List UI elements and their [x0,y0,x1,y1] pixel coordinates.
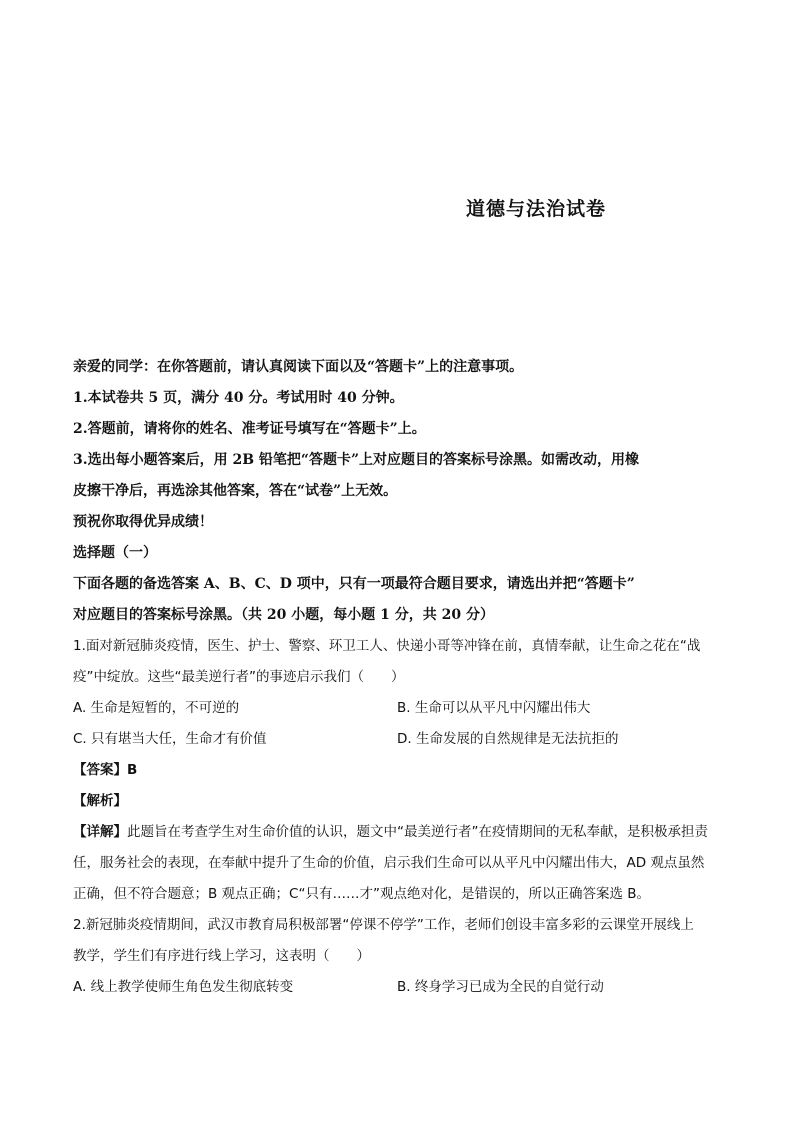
question-1-detail-line1 [73,817,733,848]
question-1-analysis-label: 【解析】 [73,793,127,809]
question-1-stem-line2: 疫”中绽放。这些“最美逆行者”的事迹启示我们（ ） [73,669,405,685]
section-heading: 选择题（一） [73,545,157,561]
question-1-options-row1 [73,693,733,724]
detail-label: 【详解】 [73,824,127,840]
question-1-option-b: B. 生命可以从平凡中闪耀出伟大 [397,700,591,716]
question-1-option-d: D. 生命发展的自然规律是无法抗拒的 [397,731,619,747]
question-1-detail-line2: 任，服务社会的表现，在奉献中提升了生命的价值，启示我们生命可以从平凡中闪耀出伟大，AD 观点虽然 [73,855,705,871]
notice-item-1: 1.本试卷共 5 页，满分 40 分。考试用时 40 分钟。 [73,390,404,406]
section-instruction-line1: 下面各题的备选答案 A、B、C、D 项中，只有一项最符合题目要求，请选出并把“答题卡” [73,576,635,592]
page-title: 道德与法治试卷 [466,198,607,220]
notice-item-3-line1: 3.选出每小题答案后，用 2B 铅笔把“答题卡”上对应题目的答案标号涂黑。如需改动，用橡 [73,452,640,468]
question-1-option-a: A. 生命是短暂的，不可逆的 [73,700,240,716]
notice-greeting: 亲爱的同学：在你答题前，请认真阅读下面以及“答题卡”上的注意事项。 [73,359,524,375]
question-1-detail-line3: 正确，但不符合题意；B 观点正确；C“只有……才”观点绝对化，是错误的，所以正确答案选 B。 [73,886,651,902]
notice-item-2: 2.答题前，请将你的姓名、准考证号填写在“答题卡”上。 [73,421,426,437]
question-2-stem-line2: 教学，学生们有序进行线上学习，这表明（ ） [73,948,370,964]
answer-label: 【答案】 [73,762,127,778]
notice-item-3-line2: 皮擦干净后，再选涂其他答案，答在“试卷”上无效。 [73,483,398,499]
question-2-options-row1 [73,972,733,1003]
notice-wish: 预祝你取得优异成绩！ [73,514,213,530]
section-instruction-line2: 对应题目的答案标号涂黑。（共 20 小题，每小题 1 分，共 20 分） [73,607,494,623]
question-2-option-a: A. 线上教学使师生角色发生彻底转变 [73,979,294,995]
question-1-options-row2 [73,724,733,755]
question-1-answer [73,755,733,786]
detail-text: 此题旨在考查学生对生命价值的认识，题文中“最美逆行者”在疫情期间的无私奉献，是积极承担责 [127,824,708,840]
question-1-stem-line1: 1.面对新冠肺炎疫情，医生、护士、警察、环卫工人、快递小哥等冲锋在前，真情奉献，让生命之花在“战 [73,638,701,654]
answer-value: B [127,762,138,778]
exam-body [73,352,733,1003]
question-2-stem-line1: 2.新冠肺炎疫情期间，武汉市教育局积极部署“停课不停学”工作，老师们创设丰富多彩的云课堂开展线上 [73,917,694,933]
question-2-option-b: B. 终身学习已成为全民的自觉行动 [397,979,604,995]
question-1-option-c: C. 只有堪当大任，生命才有价值 [73,731,267,747]
